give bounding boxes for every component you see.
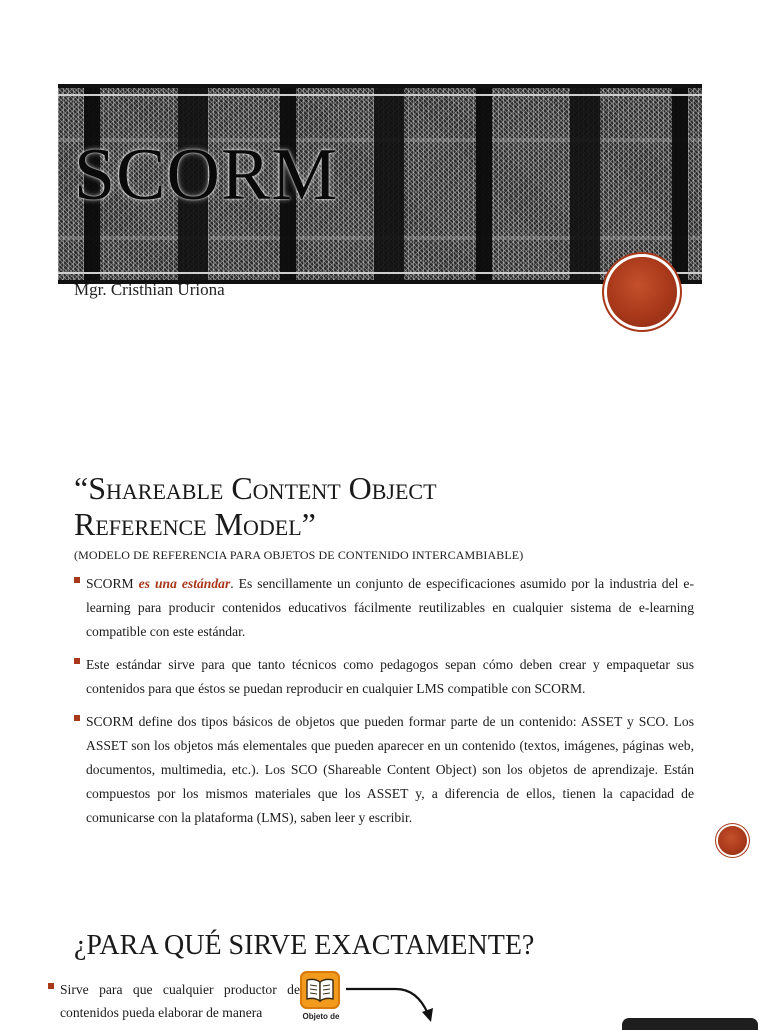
slide2-bullet-list xyxy=(74,572,694,839)
decorative-circle-small xyxy=(718,826,747,855)
slide-title: SCORM xyxy=(74,134,339,216)
bullet-text: . Es sencillamente un conjunto de especificaciones asumido por la industria del e-learning para producir contenidos educativos fácilmente reutilizables en cualquier sistema de e-learning compatible con este estándar. xyxy=(86,576,694,639)
book-icon xyxy=(300,971,340,1009)
icon-caption: Objeto de xyxy=(302,1012,340,1021)
bullet-prefix: SCORM xyxy=(86,576,139,591)
slide3-heading: ¿PARA QUÉ SIRVE EXACTAMENTE? xyxy=(74,930,535,961)
author-name: Mgr. Cristhian Uriona xyxy=(74,280,225,299)
bullet-item xyxy=(74,572,694,644)
bullet-text: SCORM define dos tipos básicos de objetos que pueden formar parte de un contenido: ASSET y SCO. Los ASSET son los objetos más elementales que pueden aparecer en un contenido (textos, imágenes, páginas web, documentos, multimedia, etc.). Los SCO (Shareable Content Object) son los objetos de aprendizaje. Están compuestos por los mismos materiales que los ASSET y, a diferencia de ellos, tienen la capacidad de comunicarse con la plataforma (LMS), saben leer y escribir. xyxy=(86,714,694,825)
decorative-circle-large xyxy=(607,257,677,327)
slide2-heading xyxy=(74,470,634,542)
heading-line-2: Reference Model” xyxy=(74,506,316,542)
slide3-bullet: Sirve para que cualquier productor de contenidos pueda elaborar de manera xyxy=(48,978,300,1024)
dark-panel-edge xyxy=(622,1018,758,1030)
bullet-item xyxy=(74,710,694,830)
bullet-text: Este estándar sirve para que tanto técnicos como pedagogos sepan cómo deben crear y empaquetar sus contenidos para que éstos se puedan reproducir en cualquier LMS compatible con SCORM. xyxy=(86,657,694,696)
bullet-item xyxy=(74,653,694,701)
bullet-emphasis: es una estándar xyxy=(138,576,231,591)
slide2-subheading: (MODELO DE REFERENCIA PARA OBJETOS DE CONTENIDO INTERCAMBIABLE) xyxy=(74,548,524,562)
arrow-icon xyxy=(344,980,444,1024)
heading-line-1: “Shareable Content Object xyxy=(74,470,437,506)
